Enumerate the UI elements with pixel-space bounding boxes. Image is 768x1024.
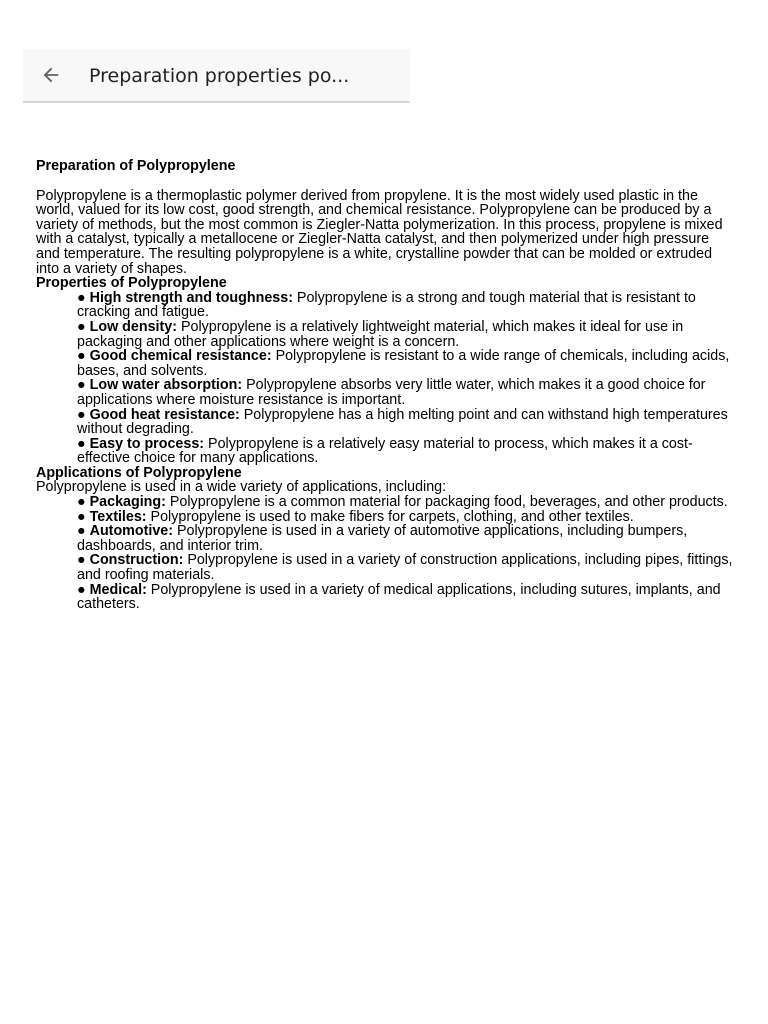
item-text: Polypropylene is used to make fibers for carpets, clothing, and other textiles. bbox=[146, 508, 634, 525]
item-label: Easy to process: bbox=[89, 435, 205, 452]
list-item bbox=[77, 408, 736, 437]
item-label: Packaging: bbox=[89, 494, 166, 511]
document-content bbox=[36, 159, 736, 612]
bullet-icon: ● bbox=[77, 552, 86, 569]
item-label: Low water absorption: bbox=[89, 377, 243, 394]
item-text: Polypropylene is a common material for packaging food, beverages, and other products. bbox=[165, 494, 728, 511]
list-item bbox=[77, 553, 736, 582]
item-label: Medical: bbox=[89, 581, 147, 598]
list-item bbox=[77, 583, 736, 612]
item-text: Polypropylene is used in a variety of medical applications, including sutures, implants, and catheters. bbox=[77, 581, 721, 613]
bullet-icon: ● bbox=[77, 523, 86, 540]
back-button[interactable] bbox=[39, 63, 63, 87]
item-label: Automotive: bbox=[89, 523, 174, 540]
item-label: Textiles: bbox=[89, 508, 147, 525]
item-text: Polypropylene absorbs very little water, which makes it a good choice for applications where moisture resistance is important. bbox=[77, 377, 706, 408]
bullet-icon: ● bbox=[77, 406, 86, 423]
item-label: Good chemical resistance: bbox=[89, 348, 272, 365]
bullet-icon: ● bbox=[77, 289, 86, 306]
list-item bbox=[77, 291, 736, 320]
list-item bbox=[77, 510, 736, 525]
applications-list bbox=[36, 495, 736, 612]
bullet-icon: ● bbox=[77, 348, 86, 365]
top-app-bar bbox=[23, 49, 410, 103]
applications-heading: Applications of Polypropylene bbox=[36, 464, 242, 481]
toolbar-title: Preparation properties po... bbox=[89, 65, 350, 87]
properties-list bbox=[36, 291, 736, 466]
item-text: Polypropylene is used in a variety of automotive applications, including bumpers, dashboards, and interior trim. bbox=[77, 523, 688, 554]
item-label: High strength and toughness: bbox=[89, 289, 293, 306]
bullet-icon: ● bbox=[77, 494, 86, 511]
item-text: Polypropylene is used in a variety of construction applications, including pipes, fittings, and roofing materials. bbox=[77, 552, 733, 584]
item-text: Polypropylene is a strong and tough material that is resistant to cracking and fatigue. bbox=[77, 289, 696, 321]
bullet-icon: ● bbox=[77, 377, 86, 394]
item-text: Polypropylene is a relatively lightweight material, which makes it ideal for use in packaging and other applications where weight is a concern. bbox=[77, 318, 684, 350]
arrow-back-icon bbox=[40, 64, 62, 86]
list-item bbox=[77, 378, 736, 407]
applications-intro: Polypropylene is used in a wide variety of applications, including: bbox=[36, 479, 447, 496]
bullet-icon: ● bbox=[77, 508, 86, 525]
intro-paragraph: Polypropylene is a thermoplastic polymer derived from propylene. It is the most widely used plastic in the world, valued for its low cost, good strength, and chemical resistance. Polypropylene can be produced by a variety of methods, but the most common is Ziegler-Natta polymerization. In this process, propylene is mixed with a catalyst, typically a metallocene or Ziegler-Natta catalyst, and then polymerized under high pressure and temperature. The resulting polypropylene is a white, crystalline powder that can be molded or extruded into a variety of shapes. bbox=[36, 187, 723, 277]
list-item bbox=[77, 349, 736, 378]
list-item bbox=[77, 495, 736, 510]
properties-heading: Properties of Polypropylene bbox=[36, 275, 227, 292]
list-item bbox=[77, 437, 736, 466]
bullet-icon: ● bbox=[77, 318, 86, 335]
item-label: Low density: bbox=[89, 318, 177, 335]
item-label: Construction: bbox=[89, 552, 184, 569]
item-text: Polypropylene is a relatively easy material to process, which makes it a cost-effective choice for many applications. bbox=[77, 435, 693, 467]
list-item bbox=[77, 524, 736, 553]
list-item bbox=[77, 320, 736, 349]
item-text: Polypropylene has a high melting point and can withstand high temperatures without degrading. bbox=[77, 406, 728, 438]
item-label: Good heat resistance: bbox=[89, 406, 240, 423]
item-text: Polypropylene is resistant to a wide range of chemicals, including acids, bases, and solvents. bbox=[77, 348, 730, 379]
bullet-icon: ● bbox=[77, 581, 86, 598]
document-title: Preparation of Polypropylene bbox=[36, 158, 236, 174]
bullet-icon: ● bbox=[77, 435, 86, 452]
